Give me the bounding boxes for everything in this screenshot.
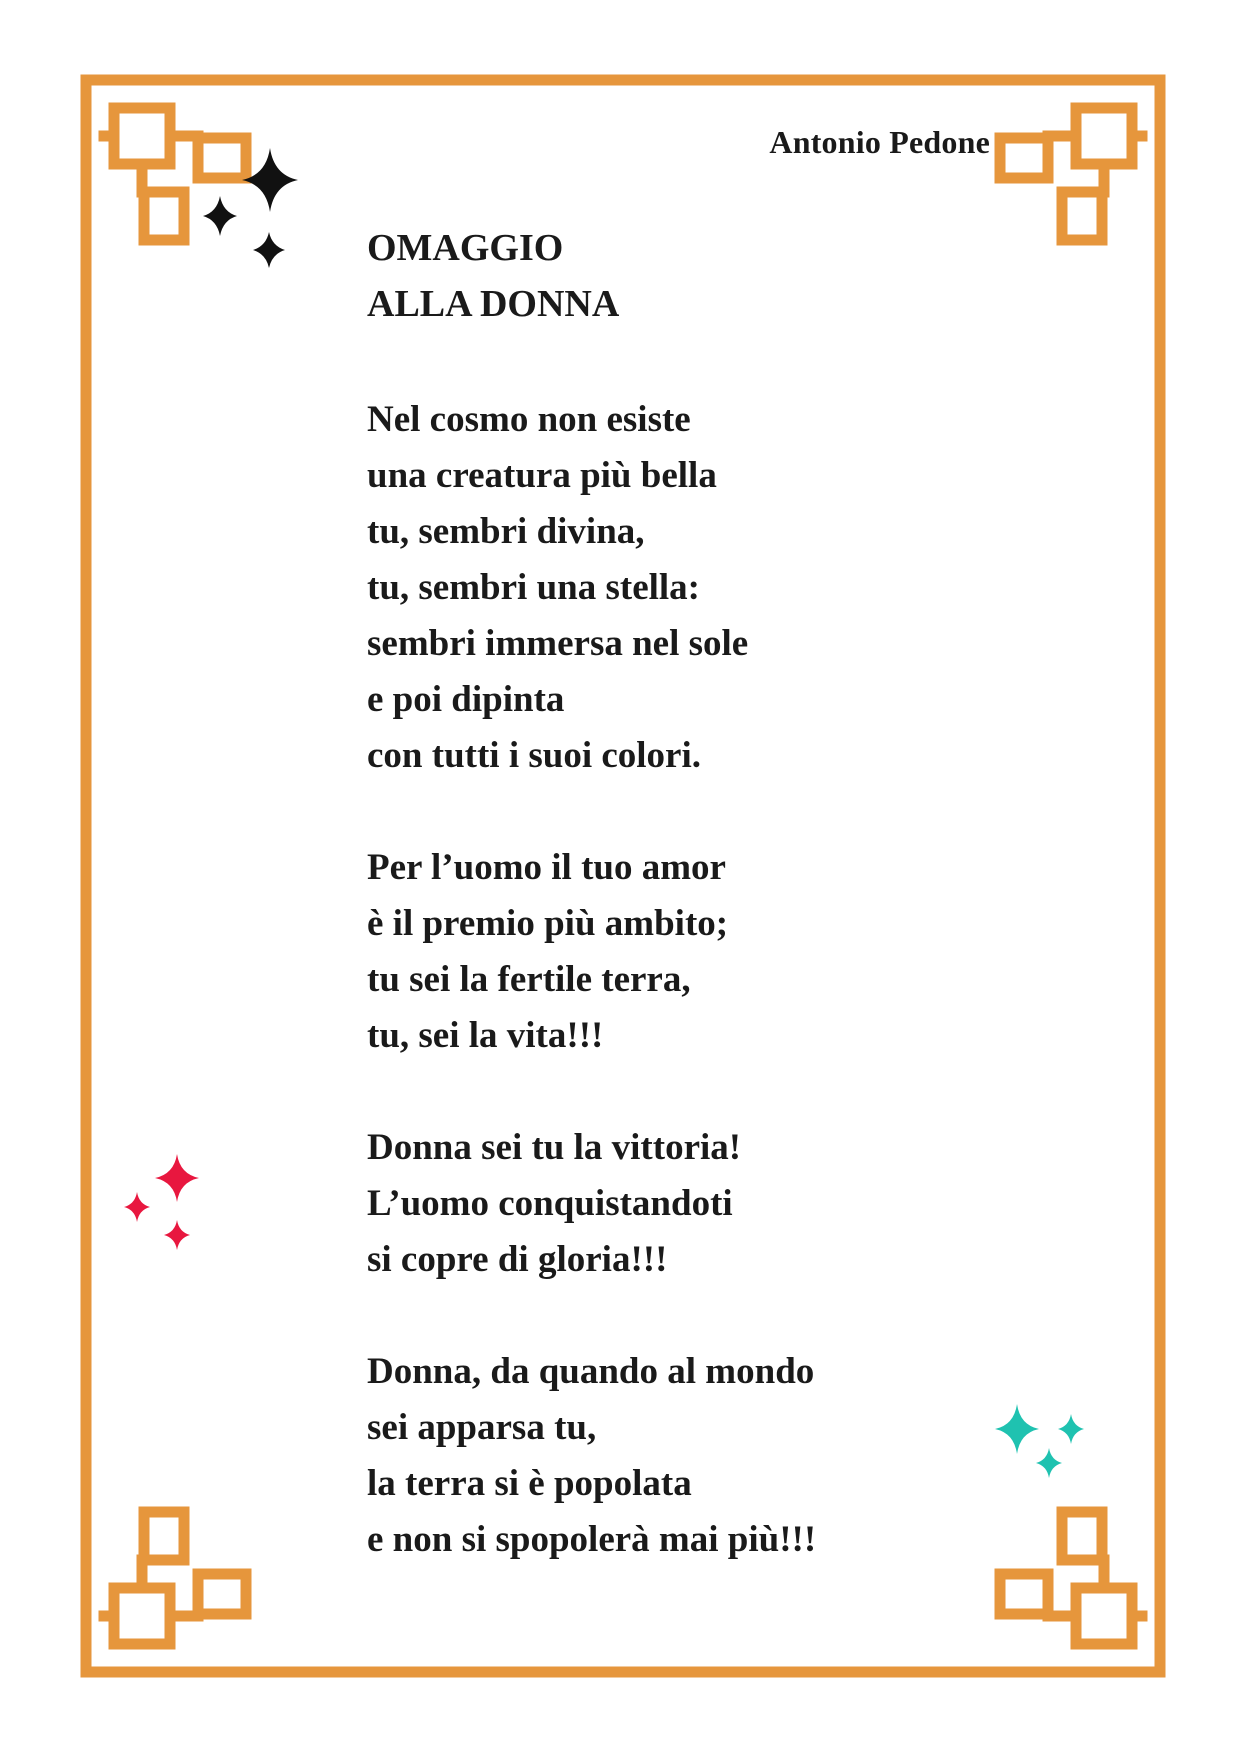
stanza [367, 1120, 816, 1288]
poem-line: tu, sembri una stella: [367, 567, 700, 608]
sparkle-icon [203, 196, 237, 236]
poem-line: la terra si è popolata [367, 1463, 692, 1504]
corner-segment [1076, 1588, 1132, 1644]
corner-segment [114, 108, 170, 164]
poem-line: e non si spopolerà mai più!!! [367, 1519, 817, 1560]
corner-segment [1062, 1512, 1102, 1560]
poem-line: sei apparsa tu, [367, 1407, 597, 1448]
corner-segment [1076, 108, 1132, 164]
meander-corner-icon [1000, 108, 1142, 240]
corner-segment [114, 1588, 170, 1644]
poem-body [367, 392, 816, 1568]
stanza [367, 1344, 816, 1568]
poem-line: con tutti i suoi colori. [367, 735, 702, 776]
meander-corner-icon [1000, 1512, 1142, 1644]
corner-segment [1000, 1574, 1048, 1614]
poem-line: tu, sembri divina, [367, 511, 645, 552]
sparkle-icon [1058, 1414, 1084, 1444]
poem-line: Donna sei tu la vittoria! [367, 1127, 742, 1168]
title-line: OMAGGIO [367, 227, 564, 269]
meander-corner-icon [104, 1512, 246, 1644]
poem-line: tu sei la fertile terra, [367, 959, 691, 1000]
poem-line: una creatura più bella [367, 455, 717, 496]
corner-segment [1000, 138, 1048, 178]
stanza [367, 392, 816, 784]
sparkle-icon [164, 1220, 190, 1250]
poem-line: tu, sei la vita!!! [367, 1015, 604, 1056]
sparkle-cluster-teal [985, 1400, 1095, 1500]
sparkle-cluster-red [115, 1150, 215, 1270]
sparkle-icon [155, 1154, 199, 1202]
poem-line: si copre di gloria!!! [367, 1239, 668, 1280]
poem-line: è il premio più ambito; [367, 903, 729, 944]
author-name: Antonio Pedone [769, 124, 990, 160]
corner-segment [198, 1574, 246, 1614]
sparkle-cluster-black [190, 140, 310, 280]
corner-segment [144, 1512, 184, 1560]
poem-line: e poi dipinta [367, 679, 565, 720]
poem-line: Donna, da quando al mondo [367, 1351, 815, 1392]
sparkle-icon [995, 1404, 1039, 1454]
poem-line: Nel cosmo non esiste [367, 399, 691, 440]
sparkle-icon [1036, 1448, 1062, 1478]
sparkle-icon [242, 148, 298, 212]
corner-segment [1062, 192, 1102, 240]
poem-title [367, 220, 619, 332]
corner-segment [144, 192, 184, 240]
poem-line: sembri immersa nel sole [367, 623, 749, 664]
sparkle-icon [124, 1192, 150, 1222]
poem-line: Per l’uomo il tuo amor [367, 847, 726, 888]
title-line: ALLA DONNA [367, 283, 620, 325]
poem-line: L’uomo conquistandoti [367, 1183, 733, 1224]
sparkle-icon [253, 232, 285, 268]
stanza [367, 840, 816, 1064]
